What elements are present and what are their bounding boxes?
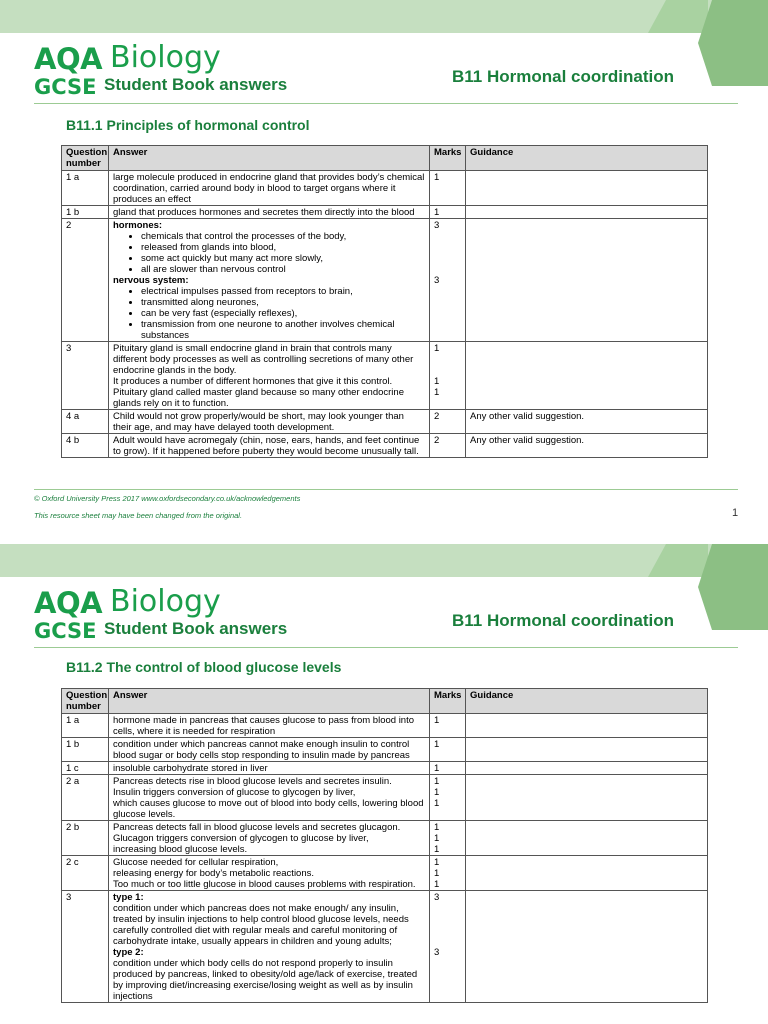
answer-cell	[109, 856, 430, 891]
logo-biology: Biology	[110, 40, 221, 75]
marks-value: 1	[434, 879, 440, 890]
subtitle: Student Book answers	[104, 75, 288, 94]
guidance-cell: Any other valid suggestion.	[466, 410, 708, 434]
answer-cell	[109, 821, 430, 856]
header-rule	[34, 647, 738, 648]
list-item: • can be very fast (especially reflexes),	[141, 308, 425, 319]
marks-value: 3	[434, 947, 440, 958]
question-number: 2 b	[62, 821, 109, 856]
type2-label: type 2:	[113, 947, 144, 958]
marks-cell	[430, 775, 466, 821]
answer-line: Glucose needed for cellular respiration,	[113, 857, 279, 868]
answer-line: increasing blood glucose levels.	[113, 844, 248, 855]
table-row	[62, 342, 708, 410]
marks-value: 1	[434, 776, 440, 787]
answer-cell: gland that produces hormones and secretes them directly into the blood	[109, 206, 430, 219]
question-number: 3	[62, 891, 109, 1003]
answer-cell: hormone made in pancreas that causes glucose to pass from blood into cells, where it is needed for respiration	[109, 714, 430, 738]
marks-value: 1	[434, 376, 440, 387]
marks-cell: 2	[430, 434, 466, 458]
table-row	[62, 738, 708, 762]
list-item: • all are slower than nervous control	[141, 264, 425, 275]
answer-line: Too much or too little glucose in blood causes problems with respiration.	[113, 879, 416, 890]
logo-gcse: GCSE	[34, 619, 97, 643]
chapter-title: B11 Hormonal coordination	[452, 67, 674, 86]
answers-table	[61, 145, 708, 458]
marks-value: 3	[434, 892, 440, 903]
table-row	[62, 762, 708, 775]
answer-line: releasing energy for body’s metabolic reactions.	[113, 868, 315, 879]
answer-cell: condition under which pancreas cannot make enough insulin to control blood sugar or body cells stop responding to insulin made by pancreas	[109, 738, 430, 762]
answer-line: condition under which pancreas does not make enough/ any insulin, treated by insulin injections to help control blood glucose levels, needs carefully controlled diet with regular meals and careful monitoring of carbohydrate intake, usually appears in children and young adults;	[113, 903, 409, 947]
marks-cell: 1	[430, 206, 466, 219]
table-row	[62, 434, 708, 458]
guidance-cell	[466, 219, 708, 342]
table-row	[62, 856, 708, 891]
list-item: • chemicals that control the processes of the body,	[141, 231, 425, 242]
nervous-label: nervous system:	[113, 275, 189, 286]
table-row	[62, 775, 708, 821]
marks-value: 1	[434, 857, 440, 868]
question-number: 2 c	[62, 856, 109, 891]
page-gap	[0, 530, 768, 544]
guidance-cell	[466, 738, 708, 762]
header-answer: Answer	[109, 146, 430, 171]
question-number: 1 c	[62, 762, 109, 775]
answer-line: It produces a number of different hormones that give it this control.	[113, 376, 393, 387]
header-question: Question number	[62, 146, 109, 171]
marks-cell	[430, 891, 466, 1003]
logo-aqa: AQA	[34, 42, 103, 76]
answers-table	[61, 688, 708, 1003]
logo-biology: Biology	[110, 584, 221, 619]
marks-cell	[430, 342, 466, 410]
answer-cell: large molecule produced in endocrine gland that provides body’s chemical coordination, carried around body in blood to target organs where it produces an effect	[109, 171, 430, 206]
marks-value: 3	[434, 275, 440, 286]
answer-line: which causes glucose to move out of blood into body cells, lowering blood glucose levels.	[113, 798, 424, 820]
marks-cell: 1	[430, 762, 466, 775]
guidance-cell	[466, 891, 708, 1003]
subtitle: Student Book answers	[104, 619, 288, 638]
header-guidance: Guidance	[466, 689, 708, 714]
footer-note: This resource sheet may have been changed from the original.	[34, 511, 243, 520]
table-row	[62, 206, 708, 219]
question-number: 3	[62, 342, 109, 410]
section-title: B11.2 The control of blood glucose levels	[66, 659, 342, 675]
logo-aqa: AQA	[34, 586, 103, 620]
header-arrow-shape	[698, 0, 768, 86]
section-title: B11.1 Principles of hormonal control	[66, 117, 310, 133]
guidance-cell	[466, 171, 708, 206]
question-number: 4 a	[62, 410, 109, 434]
table-header-row	[62, 146, 708, 171]
nervous-list	[113, 286, 425, 341]
guidance-cell	[466, 714, 708, 738]
marks-value: 1	[434, 343, 440, 354]
question-number: 1 b	[62, 738, 109, 762]
question-number: 1 a	[62, 171, 109, 206]
guidance-cell	[466, 775, 708, 821]
marks-value: 1	[434, 822, 440, 833]
answer-cell: Child would not grow properly/would be short, may look younger than their age, and may have delayed tooth development.	[109, 410, 430, 434]
marks-value: 1	[434, 387, 440, 398]
answer-line: condition under which body cells do not respond properly to insulin produced by pancreas, linked to obesity/old age/lack of exercise, treated by improving diet/increasing exercise/losing weight as well as by insulin injections	[113, 958, 418, 1002]
list-item: • some act quickly but many act more slowly,	[141, 253, 425, 264]
answer-line: Pituitary gland called master gland because so many other endocrine glands rely on it to function.	[113, 387, 404, 409]
marks-value: 3	[434, 220, 440, 231]
answer-cell: Adult would have acromegaly (chin, nose, ears, hands, and feet continue to grow). If it happened before puberty they would become unusually tall.	[109, 434, 430, 458]
answer-line: Glucagon triggers conversion of glycogen to glucose by liver,	[113, 833, 369, 844]
table-row	[62, 821, 708, 856]
guidance-cell	[466, 206, 708, 219]
answer-line: Pancreas detects fall in blood glucose levels and secretes glucagon.	[113, 822, 401, 833]
table-row	[62, 219, 708, 342]
table-row	[62, 171, 708, 206]
question-number: 1 a	[62, 714, 109, 738]
guidance-cell: Any other valid suggestion.	[466, 434, 708, 458]
list-item: • released from glands into blood,	[141, 242, 425, 253]
answer-cell: insoluble carbohydrate stored in liver	[109, 762, 430, 775]
marks-value: 1	[434, 844, 440, 855]
answer-cell	[109, 342, 430, 410]
table-row	[62, 891, 708, 1003]
header-arrow-shape	[698, 544, 768, 630]
header-marks: Marks	[430, 689, 466, 714]
header-question: Question number	[62, 689, 109, 714]
marks-cell: 2	[430, 410, 466, 434]
header-guidance: Guidance	[466, 146, 708, 171]
header-answer: Answer	[109, 689, 430, 714]
answer-line: Pituitary gland is small endocrine gland in brain that controls many different body processes as well as controlling secretions of many other endocrine glands in the body.	[113, 343, 414, 376]
guidance-cell	[466, 821, 708, 856]
guidance-cell	[466, 342, 708, 410]
page-number: 1	[732, 507, 739, 519]
footer-rule	[34, 489, 738, 490]
hormones-label: hormones:	[113, 220, 163, 231]
logo-gcse: GCSE	[34, 75, 97, 99]
header-marks: Marks	[430, 146, 466, 171]
answer-cell	[109, 891, 430, 1003]
marks-value: 1	[434, 868, 440, 879]
chapter-title: B11 Hormonal coordination	[452, 611, 674, 630]
table-row	[62, 714, 708, 738]
marks-cell	[430, 856, 466, 891]
hormones-list	[113, 231, 425, 275]
marks-value: 1	[434, 787, 440, 798]
marks-cell: 1	[430, 714, 466, 738]
footer-copyright: © Oxford University Press 2017 www.oxfordsecondary.co.uk/acknowledgements	[34, 494, 301, 503]
answer-line: Insulin triggers conversion of glucose to glycogen by liver,	[113, 787, 356, 798]
answer-cell	[109, 219, 430, 342]
list-item: • transmitted along neurones,	[141, 297, 425, 308]
question-number: 4 b	[62, 434, 109, 458]
answer-cell	[109, 775, 430, 821]
question-number: 1 b	[62, 206, 109, 219]
question-number: 2	[62, 219, 109, 342]
marks-cell: 1	[430, 738, 466, 762]
page-2	[0, 544, 768, 1024]
guidance-cell	[466, 856, 708, 891]
table-row	[62, 410, 708, 434]
answer-line: Pancreas detects rise in blood glucose levels and secretes insulin.	[113, 776, 392, 787]
marks-value: 1	[434, 833, 440, 844]
type1-label: type 1:	[113, 892, 144, 903]
guidance-cell	[466, 762, 708, 775]
marks-cell: 1	[430, 171, 466, 206]
marks-cell	[430, 219, 466, 342]
table-header-row	[62, 689, 708, 714]
header-rule	[34, 103, 738, 104]
marks-value: 1	[434, 798, 440, 809]
list-item: • transmission from one neurone to another involves chemical substances	[141, 319, 425, 341]
marks-cell	[430, 821, 466, 856]
list-item: • electrical impulses passed from receptors to brain,	[141, 286, 425, 297]
question-number: 2 a	[62, 775, 109, 821]
